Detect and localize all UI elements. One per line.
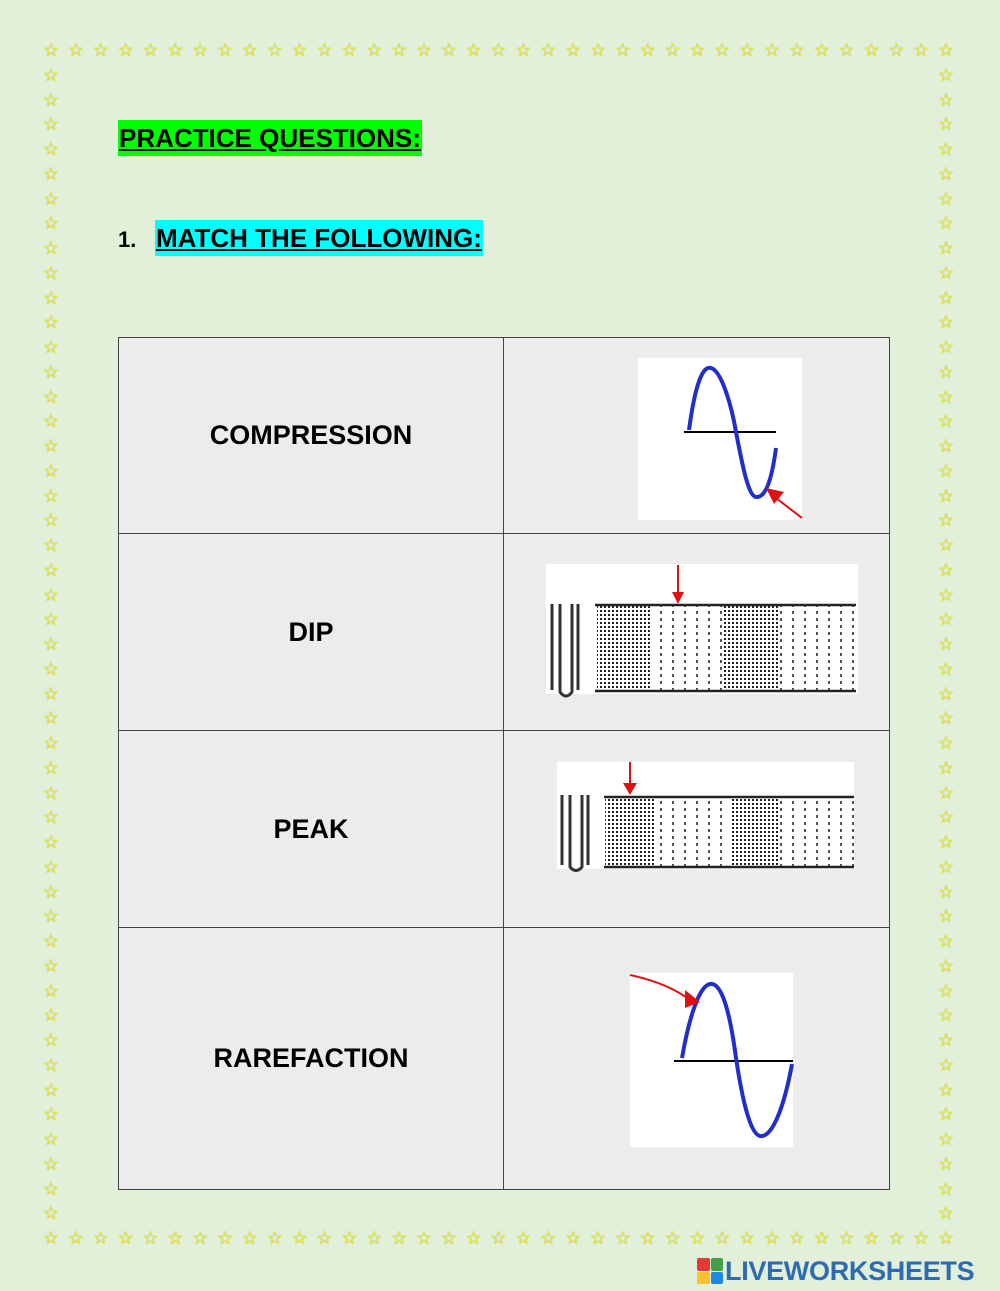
star-icon: ☆ <box>863 1228 880 1248</box>
star-icon: ☆ <box>515 40 532 60</box>
star-icon: ☆ <box>440 1228 457 1248</box>
star-icon: ☆ <box>42 634 60 654</box>
star-icon: ☆ <box>42 1203 60 1224</box>
star-icon: ☆ <box>937 634 955 654</box>
star-icon: ☆ <box>366 1228 383 1248</box>
term-cell[interactable]: PEAK <box>119 731 504 928</box>
star-icon: ☆ <box>241 1228 258 1248</box>
star-icon: ☆ <box>863 40 880 60</box>
star-icon: ☆ <box>838 1228 855 1248</box>
star-icon: ☆ <box>42 411 60 432</box>
star-icon: ☆ <box>42 1005 60 1026</box>
star-icon: ☆ <box>42 40 60 60</box>
star-icon: ☆ <box>42 386 60 407</box>
star-icon: ☆ <box>937 40 955 60</box>
star-icon: ☆ <box>664 40 681 60</box>
star-icon: ☆ <box>42 485 60 506</box>
star-icon: ☆ <box>540 1228 557 1248</box>
match-table <box>118 337 890 1190</box>
star-icon: ☆ <box>216 40 234 60</box>
star-icon: ☆ <box>42 1228 60 1248</box>
star-icon: ☆ <box>565 1228 582 1248</box>
star-icon: ☆ <box>937 1129 955 1149</box>
star-icon: ☆ <box>937 1203 955 1224</box>
star-icon: ☆ <box>714 1228 731 1248</box>
star-icon: ☆ <box>42 856 60 877</box>
star-icon: ☆ <box>167 40 184 60</box>
longitudinal-wave-compression-image <box>504 731 889 922</box>
star-icon: ☆ <box>937 1178 955 1199</box>
star-icon: ☆ <box>42 361 60 382</box>
star-icon: ☆ <box>167 1228 184 1248</box>
star-icon: ☆ <box>316 40 333 60</box>
star-icon: ☆ <box>515 1228 532 1248</box>
star-icon: ☆ <box>937 708 955 729</box>
star-icon: ☆ <box>42 1030 60 1050</box>
star-icon: ☆ <box>42 1178 60 1199</box>
star-icon: ☆ <box>664 1228 681 1248</box>
star-icon: ☆ <box>937 955 955 976</box>
star-icon: ☆ <box>67 1228 84 1248</box>
star-icon: ☆ <box>390 1228 408 1248</box>
star-icon: ☆ <box>42 559 60 580</box>
star-icon: ☆ <box>565 40 582 60</box>
star-icon: ☆ <box>42 609 60 630</box>
star-icon: ☆ <box>937 881 955 902</box>
star-icon: ☆ <box>117 1228 134 1248</box>
sine-wave-trough-image <box>504 338 889 528</box>
star-icon: ☆ <box>813 40 830 60</box>
star-icon: ☆ <box>42 881 60 902</box>
star-icon: ☆ <box>142 40 159 60</box>
star-icon: ☆ <box>291 1228 308 1248</box>
star-icon: ☆ <box>117 40 134 60</box>
star-icon: ☆ <box>937 139 955 159</box>
star-icon: ☆ <box>739 40 756 60</box>
picture-cell[interactable] <box>504 338 890 534</box>
star-icon: ☆ <box>937 559 955 580</box>
star-icon: ☆ <box>937 89 955 110</box>
star-icon: ☆ <box>42 658 60 679</box>
star-icon: ☆ <box>42 1153 60 1174</box>
match-row <box>119 928 890 1190</box>
star-icon: ☆ <box>42 1104 60 1125</box>
star-icon: ☆ <box>42 931 60 951</box>
star-icon: ☆ <box>42 906 60 927</box>
star-icon: ☆ <box>937 287 955 308</box>
star-icon: ☆ <box>589 40 606 60</box>
star-icon: ☆ <box>42 807 60 828</box>
picture-cell[interactable] <box>504 731 890 928</box>
star-icon: ☆ <box>42 1129 60 1149</box>
star-icon: ☆ <box>937 980 955 1001</box>
star-icon: ☆ <box>937 188 955 209</box>
logo-icon <box>697 1258 723 1284</box>
star-icon: ☆ <box>937 782 955 803</box>
star-icon: ☆ <box>937 832 955 852</box>
star-icon: ☆ <box>888 40 905 60</box>
star-icon: ☆ <box>390 40 408 60</box>
star-icon: ☆ <box>241 40 258 60</box>
star-icon: ☆ <box>937 931 955 951</box>
star-icon: ☆ <box>42 733 60 753</box>
star-icon: ☆ <box>937 1005 955 1026</box>
star-icon: ☆ <box>42 188 60 209</box>
star-icon: ☆ <box>689 1228 706 1248</box>
star-icon: ☆ <box>788 1228 805 1248</box>
star-icon: ☆ <box>316 1228 333 1248</box>
star-icon: ☆ <box>192 1228 209 1248</box>
star-icon: ☆ <box>788 40 805 60</box>
star-icon: ☆ <box>67 40 84 60</box>
star-icon: ☆ <box>42 238 60 258</box>
star-icon: ☆ <box>465 1228 482 1248</box>
star-icon: ☆ <box>937 312 955 333</box>
star-icon: ☆ <box>42 89 60 110</box>
star-icon: ☆ <box>42 262 60 283</box>
star-icon: ☆ <box>42 782 60 803</box>
star-icon: ☆ <box>92 1228 109 1248</box>
picture-cell[interactable] <box>504 534 890 731</box>
logo-text: LIVEWORKSHEETS <box>725 1255 975 1286</box>
star-icon: ☆ <box>937 1153 955 1174</box>
star-icon: ☆ <box>42 535 60 555</box>
star-icon: ☆ <box>937 411 955 432</box>
star-icon: ☆ <box>937 757 955 778</box>
sine-wave-crest-image <box>504 928 889 1184</box>
star-icon: ☆ <box>614 1228 631 1248</box>
star-icon: ☆ <box>440 40 457 60</box>
star-icon: ☆ <box>341 1228 358 1248</box>
star-icon: ☆ <box>42 312 60 333</box>
star-icon: ☆ <box>465 40 482 60</box>
longitudinal-wave-rarefaction-image <box>504 534 889 725</box>
star-icon: ☆ <box>937 1104 955 1125</box>
star-icon: ☆ <box>937 609 955 630</box>
star-icon: ☆ <box>937 238 955 258</box>
star-icon: ☆ <box>589 1228 606 1248</box>
star-icon: ☆ <box>937 1054 955 1075</box>
page-title: PRACTICE QUESTIONS: <box>118 120 422 156</box>
star-icon: ☆ <box>937 658 955 679</box>
star-icon: ☆ <box>42 510 60 531</box>
star-icon: ☆ <box>42 1079 60 1100</box>
star-icon: ☆ <box>42 64 60 85</box>
star-icon: ☆ <box>42 683 60 704</box>
star-icon: ☆ <box>689 40 706 60</box>
question-number: 1. <box>118 227 137 252</box>
star-icon: ☆ <box>763 40 781 60</box>
star-icon: ☆ <box>937 361 955 382</box>
match-row <box>119 534 890 731</box>
star-icon: ☆ <box>937 733 955 753</box>
star-icon: ☆ <box>937 485 955 506</box>
star-icon: ☆ <box>937 114 955 135</box>
star-icon: ☆ <box>192 40 209 60</box>
liveworksheets-logo <box>697 1256 974 1286</box>
star-icon: ☆ <box>937 1030 955 1050</box>
star-icon: ☆ <box>42 287 60 308</box>
star-icon: ☆ <box>937 906 955 927</box>
star-icon: ☆ <box>42 584 60 605</box>
star-icon: ☆ <box>813 1228 830 1248</box>
star-icon: ☆ <box>42 832 60 852</box>
star-icon: ☆ <box>937 1228 955 1248</box>
star-icon: ☆ <box>937 807 955 828</box>
star-icon: ☆ <box>639 1228 656 1248</box>
star-icon: ☆ <box>42 337 60 357</box>
star-icon: ☆ <box>490 1228 507 1248</box>
star-icon: ☆ <box>639 40 656 60</box>
star-icon: ☆ <box>937 510 955 531</box>
star-icon: ☆ <box>937 856 955 877</box>
star-icon: ☆ <box>937 584 955 605</box>
star-icon: ☆ <box>937 64 955 85</box>
star-icon: ☆ <box>341 40 358 60</box>
star-icon: ☆ <box>888 1228 905 1248</box>
star-icon: ☆ <box>42 436 60 456</box>
star-icon: ☆ <box>42 460 60 481</box>
star-icon: ☆ <box>490 40 507 60</box>
picture-cell[interactable] <box>504 928 890 1190</box>
star-icon: ☆ <box>142 1228 159 1248</box>
star-icon: ☆ <box>937 1079 955 1100</box>
star-icon: ☆ <box>937 386 955 407</box>
term-cell[interactable]: COMPRESSION <box>119 338 504 534</box>
star-icon: ☆ <box>42 955 60 976</box>
star-icon: ☆ <box>42 163 60 184</box>
star-icon: ☆ <box>937 460 955 481</box>
question-title: MATCH THE FOLLOWING: <box>155 220 483 256</box>
star-icon: ☆ <box>42 980 60 1001</box>
star-icon: ☆ <box>366 40 383 60</box>
star-icon: ☆ <box>42 114 60 135</box>
term-cell[interactable]: RAREFACTION <box>119 928 504 1190</box>
star-icon: ☆ <box>937 163 955 184</box>
star-icon: ☆ <box>42 213 60 234</box>
term-cell[interactable]: DIP <box>119 534 504 731</box>
star-icon: ☆ <box>714 40 731 60</box>
star-icon: ☆ <box>763 1228 781 1248</box>
star-icon: ☆ <box>42 757 60 778</box>
star-icon: ☆ <box>913 40 930 60</box>
star-icon: ☆ <box>42 139 60 159</box>
star-icon: ☆ <box>937 262 955 283</box>
star-icon: ☆ <box>937 683 955 704</box>
star-icon: ☆ <box>291 40 308 60</box>
star-icon: ☆ <box>540 40 557 60</box>
star-icon: ☆ <box>937 535 955 555</box>
star-icon: ☆ <box>937 436 955 456</box>
star-icon: ☆ <box>937 213 955 234</box>
star-icon: ☆ <box>42 1054 60 1075</box>
star-icon: ☆ <box>266 40 283 60</box>
star-icon: ☆ <box>266 1228 283 1248</box>
star-icon: ☆ <box>937 337 955 357</box>
match-row <box>119 731 890 928</box>
star-icon: ☆ <box>614 40 631 60</box>
star-icon: ☆ <box>415 1228 432 1248</box>
star-icon: ☆ <box>92 40 109 60</box>
star-icon: ☆ <box>838 40 855 60</box>
star-icon: ☆ <box>42 708 60 729</box>
star-icon: ☆ <box>415 40 432 60</box>
star-icon: ☆ <box>913 1228 930 1248</box>
match-row <box>119 338 890 534</box>
star-icon: ☆ <box>739 1228 756 1248</box>
star-icon: ☆ <box>216 1228 234 1248</box>
